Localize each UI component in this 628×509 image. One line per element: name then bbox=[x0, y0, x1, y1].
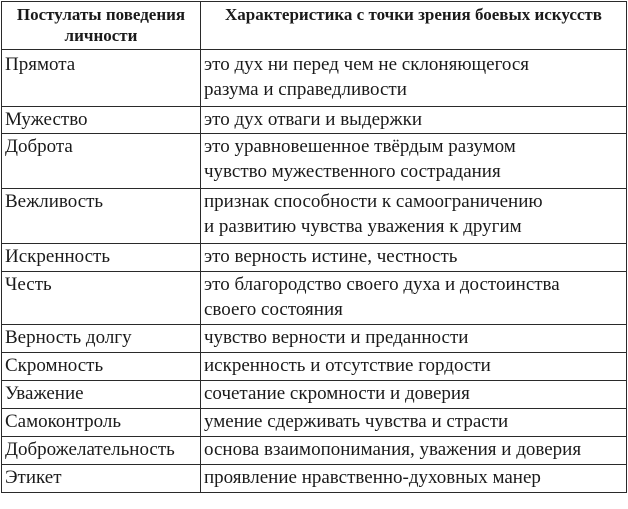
postulates-table bbox=[1, 1, 627, 493]
postulate-cell: Доброта bbox=[2, 134, 201, 189]
postulate-cell: Верность долгу bbox=[2, 325, 201, 353]
table-row bbox=[2, 325, 627, 353]
postulate-cell: Самоконтроль bbox=[2, 409, 201, 437]
table-row bbox=[2, 353, 627, 381]
table-header-row bbox=[2, 2, 627, 50]
header-postulates: Постулаты поведения личности bbox=[2, 2, 201, 50]
postulate-cell: Скромность bbox=[2, 353, 201, 381]
table-row bbox=[2, 244, 627, 272]
characteristic-cell: проявление нравственно-духовных манер bbox=[201, 465, 627, 493]
characteristic-cell: основа взаимопонимания, уважения и доверия bbox=[201, 437, 627, 465]
characteristic-cell: это благородство своего духа и достоинства своего состояния bbox=[201, 272, 627, 325]
characteristic-cell: это дух отваги и выдержки bbox=[201, 107, 627, 134]
postulate-cell: Искренность bbox=[2, 244, 201, 272]
postulate-cell: Вежливость bbox=[2, 189, 201, 244]
characteristic-cell: искренность и отсутствие гордости bbox=[201, 353, 627, 381]
postulate-cell: Уважение bbox=[2, 381, 201, 409]
characteristic-cell: это верность истине, честность bbox=[201, 244, 627, 272]
table-row bbox=[2, 50, 627, 107]
table-row bbox=[2, 437, 627, 465]
table-row bbox=[2, 465, 627, 493]
characteristic-cell: признак способности к самоограничению и развитию чувства уважения к другим bbox=[201, 189, 627, 244]
table-row bbox=[2, 409, 627, 437]
table-row bbox=[2, 381, 627, 409]
characteristic-cell: чувство верности и преданности bbox=[201, 325, 627, 353]
table-row bbox=[2, 107, 627, 134]
table-row bbox=[2, 189, 627, 244]
table-row bbox=[2, 134, 627, 189]
header-characteristic: Характеристика с точки зрения боевых искусств bbox=[201, 2, 627, 50]
postulate-cell: Мужество bbox=[2, 107, 201, 134]
postulate-cell: Этикет bbox=[2, 465, 201, 493]
characteristic-cell: это уравновешенное твёрдым разумом чувство мужественного сострадания bbox=[201, 134, 627, 189]
postulate-cell: Честь bbox=[2, 272, 201, 325]
characteristic-cell: умение сдерживать чувства и страсти bbox=[201, 409, 627, 437]
characteristic-cell: сочетание скромности и доверия bbox=[201, 381, 627, 409]
characteristic-cell: это дух ни перед чем не склоняющегося разума и справедливости bbox=[201, 50, 627, 107]
postulate-cell: Доброжелательность bbox=[2, 437, 201, 465]
postulate-cell: Прямота bbox=[2, 50, 201, 107]
table-row bbox=[2, 272, 627, 325]
